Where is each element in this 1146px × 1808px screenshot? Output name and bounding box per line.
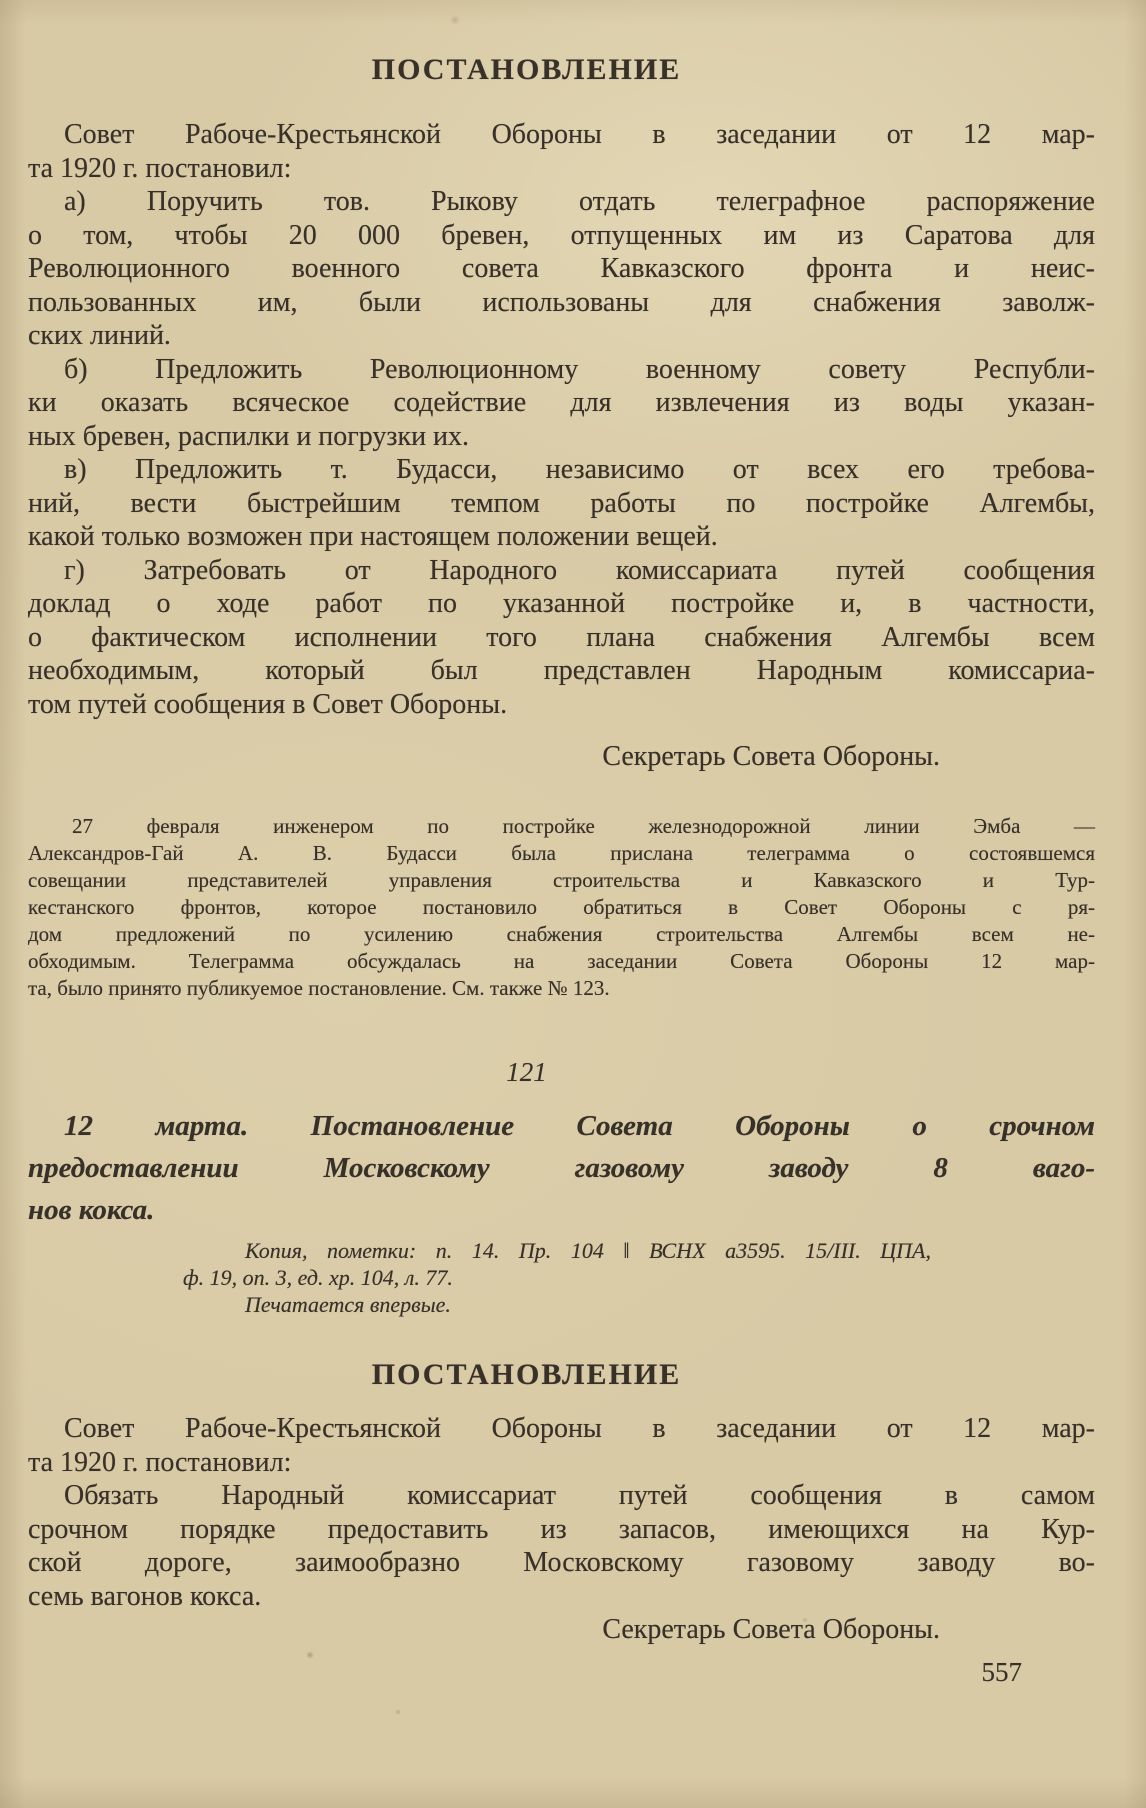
doc1-heading: ПОСТАНОВЛЕНИЕ xyxy=(371,53,682,86)
text-line: та 1920 г. постановил: xyxy=(28,152,292,184)
text-line: Революционного военного совета Кавказского фронта и неис- xyxy=(28,253,1095,284)
text-line: та 1920 г. постановил: xyxy=(28,1446,292,1478)
text-line: семь вагонов кокса. xyxy=(28,1580,262,1612)
text-line: в) Предложить т. Будасси, независимо от всех его требова- xyxy=(64,454,1095,485)
text-line: Совет Рабоче-Крестьянской Обороны в заседании от 12 мар- xyxy=(64,119,1095,150)
text-line: том путей сообщения в Совет Обороны. xyxy=(28,688,508,720)
text-line: та, было принято публикуемое постановление. См. также № 123. xyxy=(28,976,610,1000)
text-line: 12 марта. Постановление Совета Обороны о срочном xyxy=(64,1110,1095,1142)
text-line: ских линий. xyxy=(28,320,171,351)
doc1-signature: Секретарь Совета Обороны. xyxy=(602,741,940,772)
doc1-body xyxy=(28,118,1095,721)
text-line: ных бревен, распилки и погрузки их. xyxy=(28,420,470,452)
text-line: срочном порядке предоставить из запасов, имеющихся на Кур- xyxy=(28,1513,1095,1545)
text-line: о том, чтобы 20 000 бревен, отпущенных им из Саратова для xyxy=(28,219,1095,251)
text-line: дом предложений по усилению снабжения строительства Алгембы всем не- xyxy=(28,922,1095,946)
text-line: Александров-Гай А. В. Будасси была прислана телеграмма о состоявшемся xyxy=(28,841,1095,865)
text-line: пользованных им, были использованы для снабжения заволж- xyxy=(28,286,1095,318)
doc2-title xyxy=(28,1105,1095,1231)
text-line: ки оказать всяческое содействие для извлечения из воды указан- xyxy=(28,387,1095,418)
text-line: Копия, пометки: п. 14. Пр. 104 ‖ ВСНХ а3595. 15/III. ЦПА, xyxy=(245,1238,931,1263)
text-line: г) Затребовать от Народного комиссариата путей сообщения xyxy=(64,554,1095,586)
text-line: обходимым. Телеграмма обсуждалась на заседании Совета Обороны 12 мар- xyxy=(28,949,1095,973)
text-line: доклад о ходе работ по указанной постройке и, в частности, xyxy=(28,588,1095,619)
text-line: Совет Рабоче-Крестьянской Обороны в заседании от 12 мар- xyxy=(64,1413,1095,1444)
text-line: 27 февраля инженером по постройке железнодорожной линии Эмба — xyxy=(72,814,1095,838)
text-line: ской дороге, заимообразно Московскому газовому заводу во- xyxy=(28,1547,1095,1578)
text-line: о фактическом исполнении того плана снабжения Алгембы всем xyxy=(28,621,1095,653)
text-line: кестанского фронтов, которое постановило обратиться в Совет Обороны с ря- xyxy=(28,895,1095,919)
page-number: 557 xyxy=(981,1657,1022,1687)
doc2-number: 121 xyxy=(506,1057,547,1087)
doc1-editorial-note xyxy=(28,813,1095,1002)
text-line: нов кокса. xyxy=(28,1194,155,1226)
text-line: б) Предложить Революционному военному совету Республи- xyxy=(64,353,1095,385)
text-line: Обязать Народный комиссариат путей сообщения в самом xyxy=(64,1480,1095,1511)
text-line: предоставлении Московскому газовому заводу 8 ваго- xyxy=(28,1152,1095,1184)
text-line: ний, вести быстрейшим темпом работы по постройке Алгембы, xyxy=(28,487,1095,519)
text-line: необходимым, который был представлен Народным комиссариа- xyxy=(28,655,1095,686)
doc2-body xyxy=(28,1412,1095,1613)
text-line: совещании представителей управления строительства и Кавказского и Тур- xyxy=(28,868,1095,892)
doc2-signature: Секретарь Совета Обороны. xyxy=(602,1614,940,1645)
doc2-source-note xyxy=(183,1237,931,1318)
text-line: Печатается впервые. xyxy=(245,1292,451,1317)
text-line: ф. 19, оп. 3, ед. хр. 104, л. 77. xyxy=(183,1265,453,1290)
doc2-heading: ПОСТАНОВЛЕНИЕ xyxy=(371,1358,682,1391)
text-line: какой только возможен при настоящем положении вещей. xyxy=(28,521,718,552)
text-line: а) Поручить тов. Рыкову отдать телеграфное распоряжение xyxy=(64,186,1095,217)
